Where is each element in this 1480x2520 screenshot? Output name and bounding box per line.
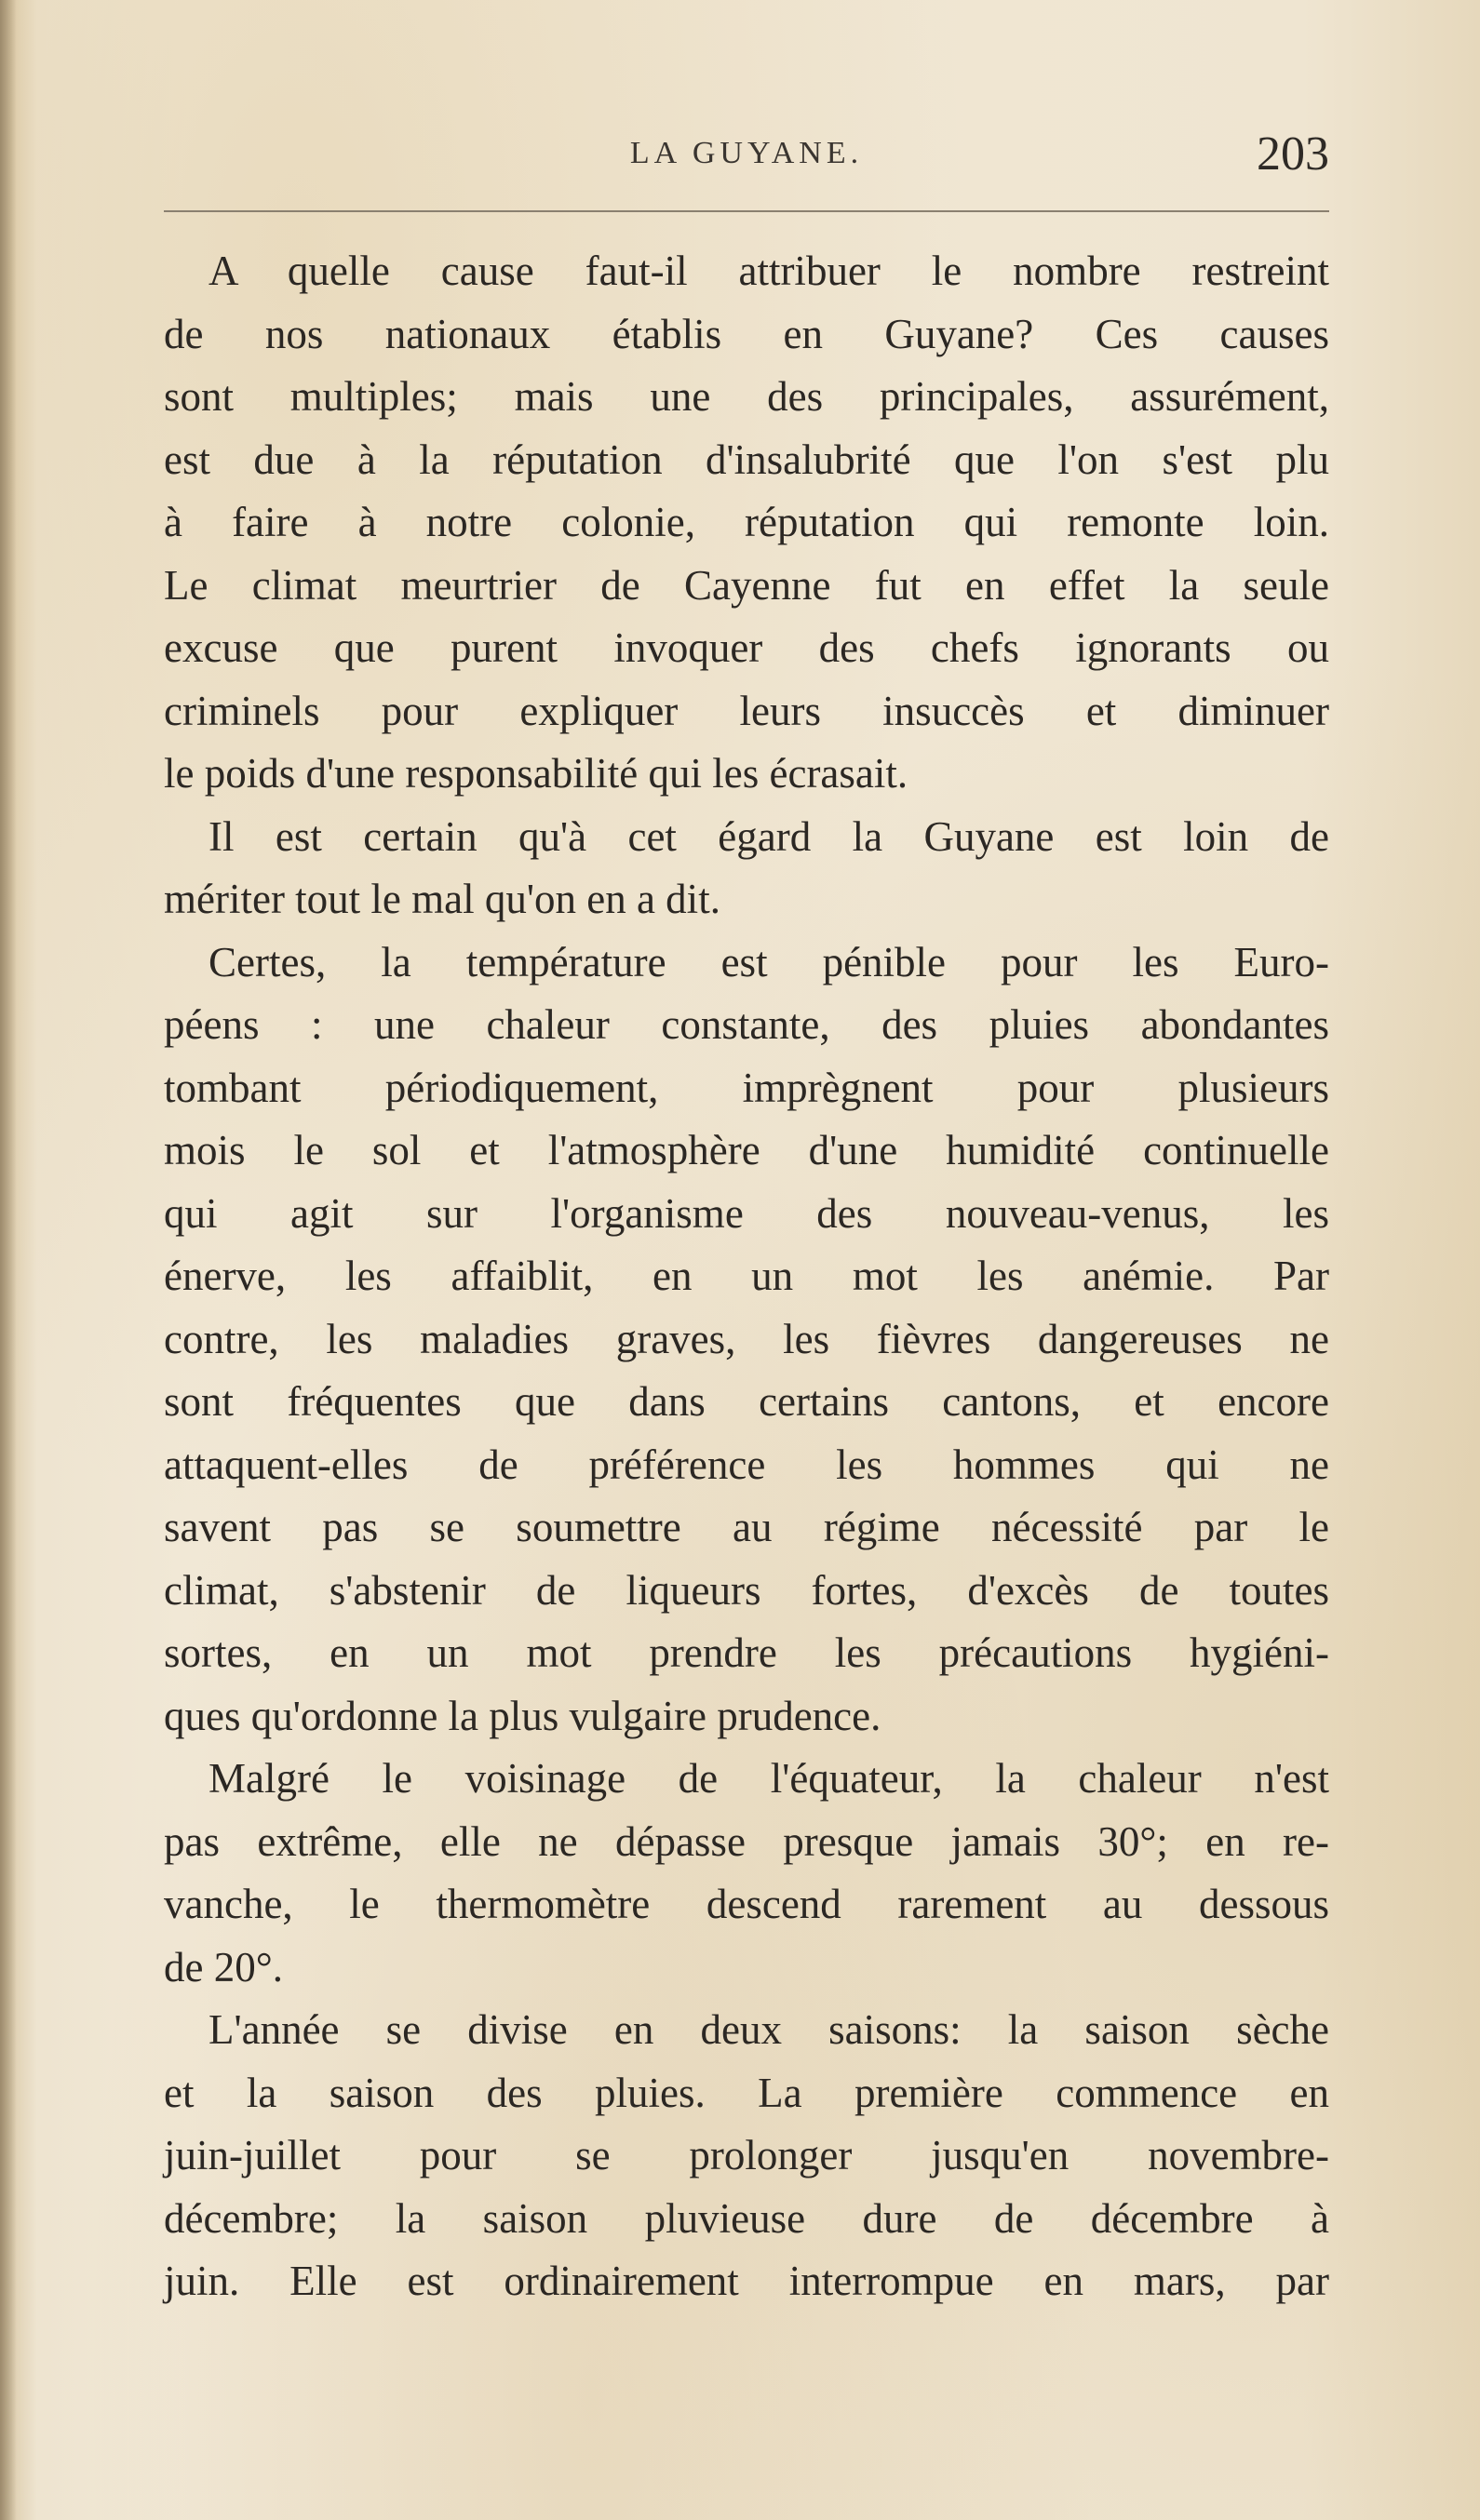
text-line: le poids d'une responsabilité qui les écrasait. xyxy=(164,750,908,797)
page-number: 203 xyxy=(1257,127,1329,181)
paragraph-1 xyxy=(164,240,1329,806)
text-line: qui agit sur l'organisme des nouveau-venus, les xyxy=(164,1189,1329,1237)
text-line: juin. Elle est ordinairement interrompue en mars, par xyxy=(164,2258,1329,2304)
text-line: décembre; la saison pluvieuse dure de décembre à xyxy=(164,2194,1329,2242)
header-rule xyxy=(164,210,1329,212)
text-line: est due à la réputation d'insalubrité que l'on s'est plu xyxy=(164,436,1329,483)
body-text xyxy=(164,240,1329,2313)
text-line: vanche, le thermomètre descend rarement au dessous xyxy=(164,1881,1329,1927)
text-line: tombant périodiquement, imprègnent pour plusieurs xyxy=(164,1064,1329,1111)
paragraph-2 xyxy=(164,806,1329,932)
text-line: sortes, en un mot prendre les précautions hygiéni- xyxy=(164,1629,1329,1676)
text-line: ques qu'ordonne la plus vulgaire prudence. xyxy=(164,1692,881,1739)
page-header xyxy=(164,127,1329,182)
text-line: mériter tout le mal qu'on en a dit. xyxy=(164,876,720,922)
text-line: sont fréquentes que dans certains cantons, et encore xyxy=(164,1378,1329,1425)
text-line: L'année se divise en deux saisons: la saison sèche xyxy=(209,2006,1329,2053)
text-line: Il est certain qu'à cet égard la Guyane est loin de xyxy=(209,812,1329,860)
text-line: de nos nationaux établis en Guyane? Ces causes xyxy=(164,310,1329,357)
text-line: contre, les maladies graves, les fièvres dangereuses ne xyxy=(164,1315,1329,1362)
text-line: Le climat meurtrier de Cayenne fut en effet la seule xyxy=(164,561,1329,609)
paragraph-4 xyxy=(164,1748,1329,1999)
text-line: savent pas se soumettre au régime nécessité par le xyxy=(164,1504,1329,1550)
text-line: Certes, la température est pénible pour les Euro- xyxy=(209,938,1329,985)
spine-shadow xyxy=(0,0,17,2520)
text-line: A quelle cause faut-il attribuer le nombre restreint xyxy=(209,248,1329,294)
paragraph-3 xyxy=(164,932,1329,1749)
text-line: péens : une chaleur constante, des pluies abondantes xyxy=(164,1001,1329,1048)
text-line: juin-juillet pour se prolonger jusqu'en novembre- xyxy=(164,2132,1329,2178)
text-line: à faire à notre colonie, réputation qui remonte loin. xyxy=(164,499,1329,545)
text-line: criminels pour expliquer leurs insuccès et diminuer xyxy=(164,687,1329,734)
paragraph-5 xyxy=(164,1999,1329,2313)
text-line: de 20°. xyxy=(164,1943,283,1991)
running-title: LA GUYANE. xyxy=(629,136,864,170)
text-line: énerve, les affaiblit, en un mot les anémie. Par xyxy=(164,1253,1329,1299)
text-line: pas extrême, elle ne dépasse presque jamais 30°; en re- xyxy=(164,1817,1329,1865)
text-line: climat, s'abstenir de liqueurs fortes, d'excès de toutes xyxy=(164,1566,1329,1614)
text-line: attaquent-elles de préférence les hommes qui ne xyxy=(164,1441,1329,1488)
text-line: excuse que purent invoquer des chefs ignorants ou xyxy=(164,624,1329,671)
text-line: Malgré le voisinage de l'équateur, la chaleur n'est xyxy=(209,1755,1329,1802)
text-line: sont multiples; mais une des principales, assurément, xyxy=(164,373,1329,420)
text-line: mois le sol et l'atmosphère d'une humidité continuelle xyxy=(164,1127,1329,1173)
text-line: et la saison des pluies. La première commence en xyxy=(164,2069,1329,2116)
